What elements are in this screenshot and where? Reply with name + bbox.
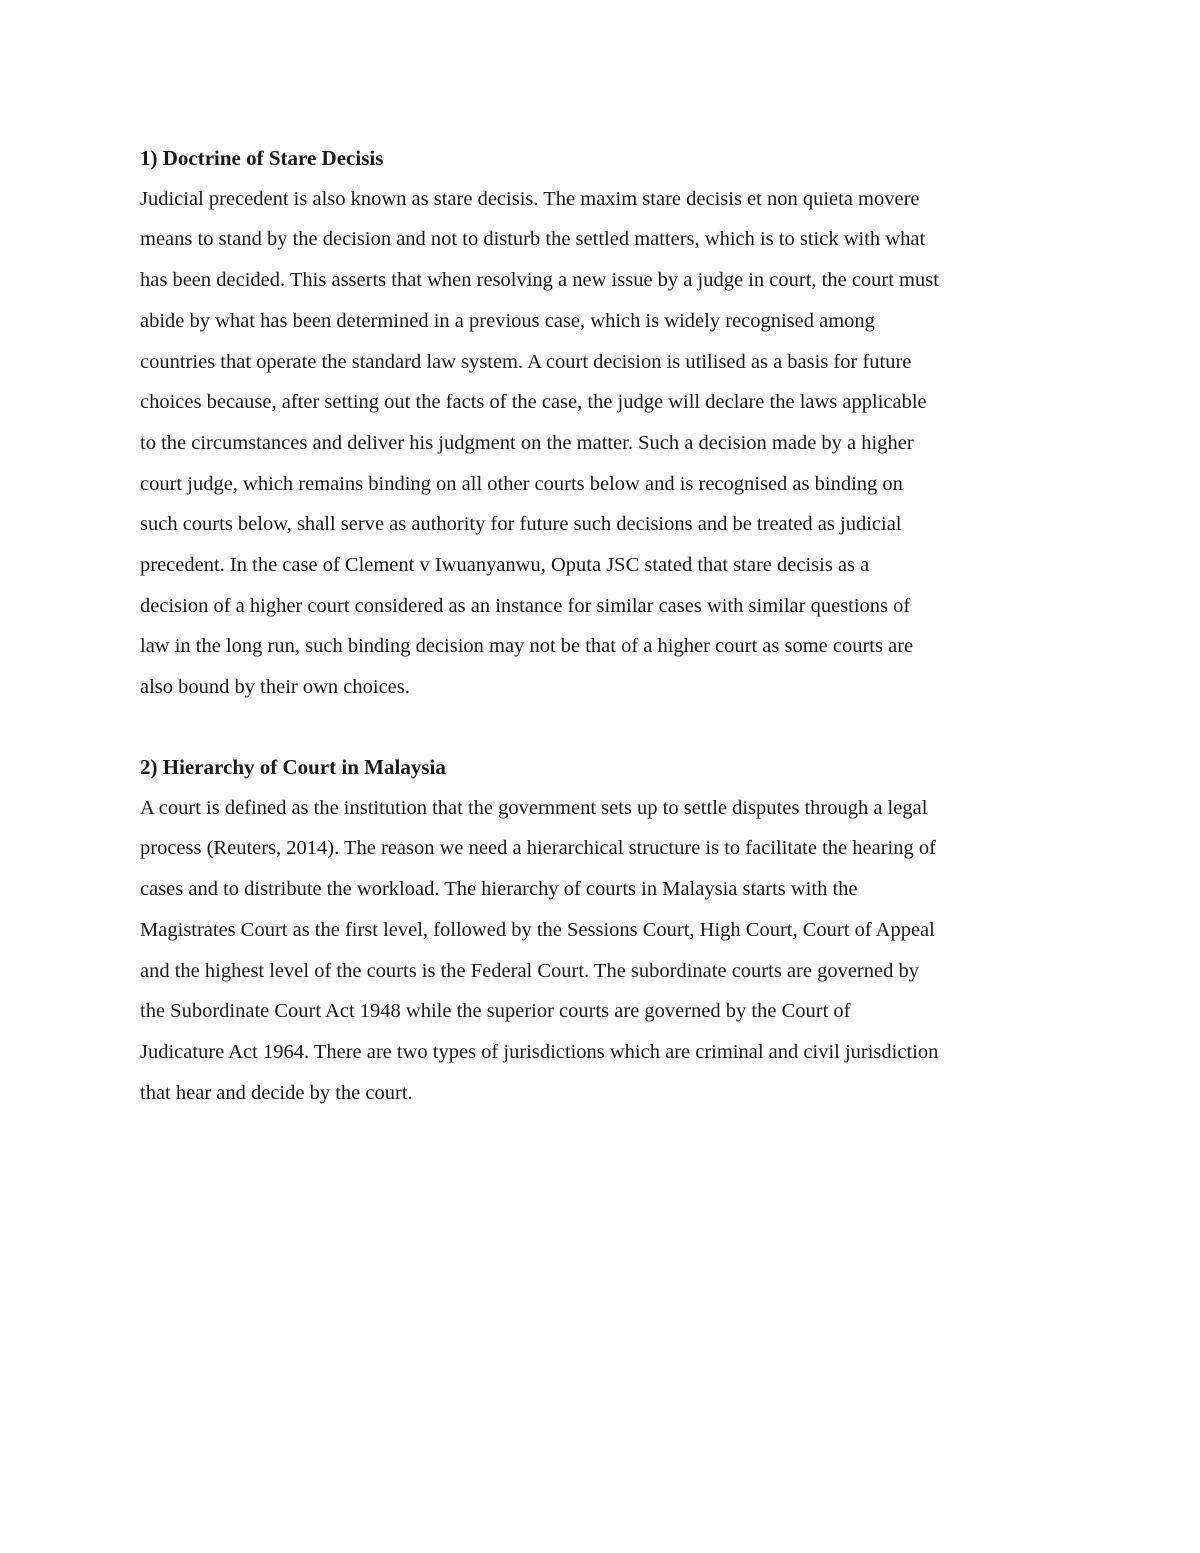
paragraph-line: A court is defined as the institution that the government sets up to settle disputes through a legal <box>140 796 928 819</box>
paragraph-line: law in the long run, such binding decision may not be that of a higher court as some courts are <box>140 635 914 658</box>
paragraph-line: precedent. In the case of Clement v Iwuanyanwu, Oputa JSC stated that stare decisis as a <box>140 554 870 577</box>
paragraph-line: process (Reuters, 2014). The reason we need a hierarchical structure is to facilitate the hearing of <box>140 837 936 860</box>
paragraph-line: has been decided. This asserts that when resolving a new issue by a judge in court, the court must <box>140 269 939 292</box>
section-paragraph <box>140 788 1065 1114</box>
section-court-hierarchy <box>140 747 1065 1113</box>
paragraph-line: Judicature Act 1964. There are two types of jurisdictions which are criminal and civil jurisdiction <box>140 1040 939 1063</box>
paragraph-line: abide by what has been determined in a previous case, which is widely recognised among <box>140 309 875 332</box>
paragraph-line: choices because, after setting out the facts of the case, the judge will declare the laws applicable <box>140 391 927 414</box>
paragraph-line: court judge, which remains binding on all other courts below and is recognised as binding on <box>140 472 903 495</box>
paragraph-line: that hear and decide by the court. <box>140 1081 413 1104</box>
paragraph-line: Judicial precedent is also known as stare decisis. The maxim stare decisis et non quieta movere <box>140 187 920 210</box>
paragraph-line: such courts below, shall serve as authority for future such decisions and be treated as judicial <box>140 513 902 536</box>
paragraph-line: and the highest level of the courts is the Federal Court. The subordinate courts are governed by <box>140 959 919 982</box>
section-heading: 1) Doctrine of Stare Decisis <box>140 146 384 170</box>
paragraph-line: also bound by their own choices. <box>140 676 410 699</box>
paragraph-line: countries that operate the standard law system. A court decision is utilised as a basis for future <box>140 350 912 373</box>
section-paragraph <box>140 179 1065 708</box>
section-stare-decisis <box>140 138 1065 708</box>
paragraph-line: Magistrates Court as the first level, followed by the Sessions Court, High Court, Court of Appeal <box>140 918 935 941</box>
section-heading: 2) Hierarchy of Court in Malaysia <box>140 755 446 779</box>
paragraph-line: decision of a higher court considered as an instance for similar cases with similar questions of <box>140 594 911 617</box>
paragraph-line: means to stand by the decision and not to disturb the settled matters, which is to stick with what <box>140 228 926 251</box>
paragraph-line: cases and to distribute the workload. The hierarchy of courts in Malaysia starts with the <box>140 878 858 901</box>
paragraph-line: the Subordinate Court Act 1948 while the superior courts are governed by the Court of <box>140 1000 851 1023</box>
paragraph-line: to the circumstances and deliver his judgment on the matter. Such a decision made by a higher <box>140 431 914 454</box>
